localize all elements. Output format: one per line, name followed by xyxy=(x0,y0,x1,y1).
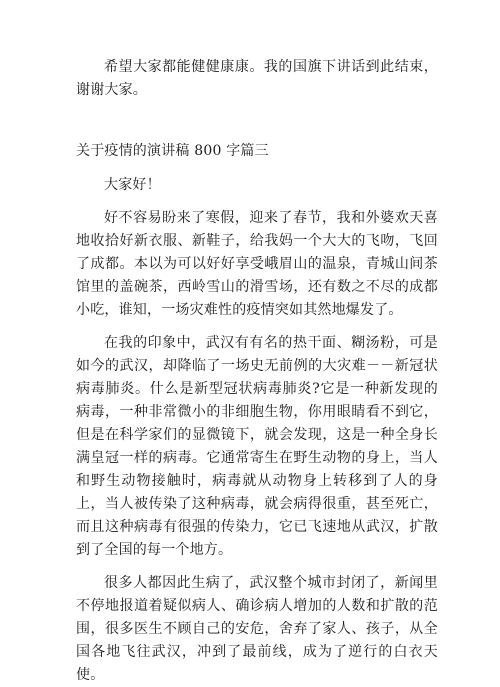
closing-paragraph: 希望大家都能健健康康。我的国旗下讲话到此结束，谢谢大家。 xyxy=(76,59,438,98)
greeting: 大家好！ xyxy=(104,177,161,193)
document-page xyxy=(76,56,438,687)
body-paragraph-2: 在我的印象中，武汉有有名的热干面、糊汤粉，可是如今的武汉，却降临了一场史无前例的大灾难－－新冠状病毒肺炎。什么是新型冠状病毒肺炎?它是一种新发现的病毒，一种非常微小的非细胞生物，你用眼睛看不到它，但是在科学家们的显微镜下，就会发现，这是一种全身长满皇冠一样的病毒。它通常寄生在野生动物的身上，当人和野生动物接触时，病毒就从动物身上转移到了人的身上，当人被传染了这种病毒，就会病得很重，甚至死亡，而且这种病毒有很强的传染力，它已飞速地从武汉，扩散到了全国的每一个地方。 xyxy=(76,335,438,558)
section-title: 关于疫情的演讲稿 800 字篇三 xyxy=(76,143,269,159)
body-paragraph-3: 很多人都因此生病了，武汉整个城市封闭了，新闻里不停地报道着疑似病人、确诊病人增加的人数和扩散的范围，很多医生不顾自己的安危，舍弃了家人、孩子，从全国各地飞往武汉，冲到了最前线，成为了逆行的白衣天使。 xyxy=(76,575,438,683)
body-paragraph-1: 好不容易盼来了寒假，迎来了春节，我和外婆欢天喜地收拾好新衣服、新鞋子，给我妈一个大大的飞吻，飞回了成都。本以为可以好好享受峨眉山的温泉，青城山间茶馆里的盖碗茶，西岭雪山的滑雪场，还有数之不尽的成都小吃，谁知，一场灾难性的疫情突如其然地爆发了。 xyxy=(76,210,438,318)
